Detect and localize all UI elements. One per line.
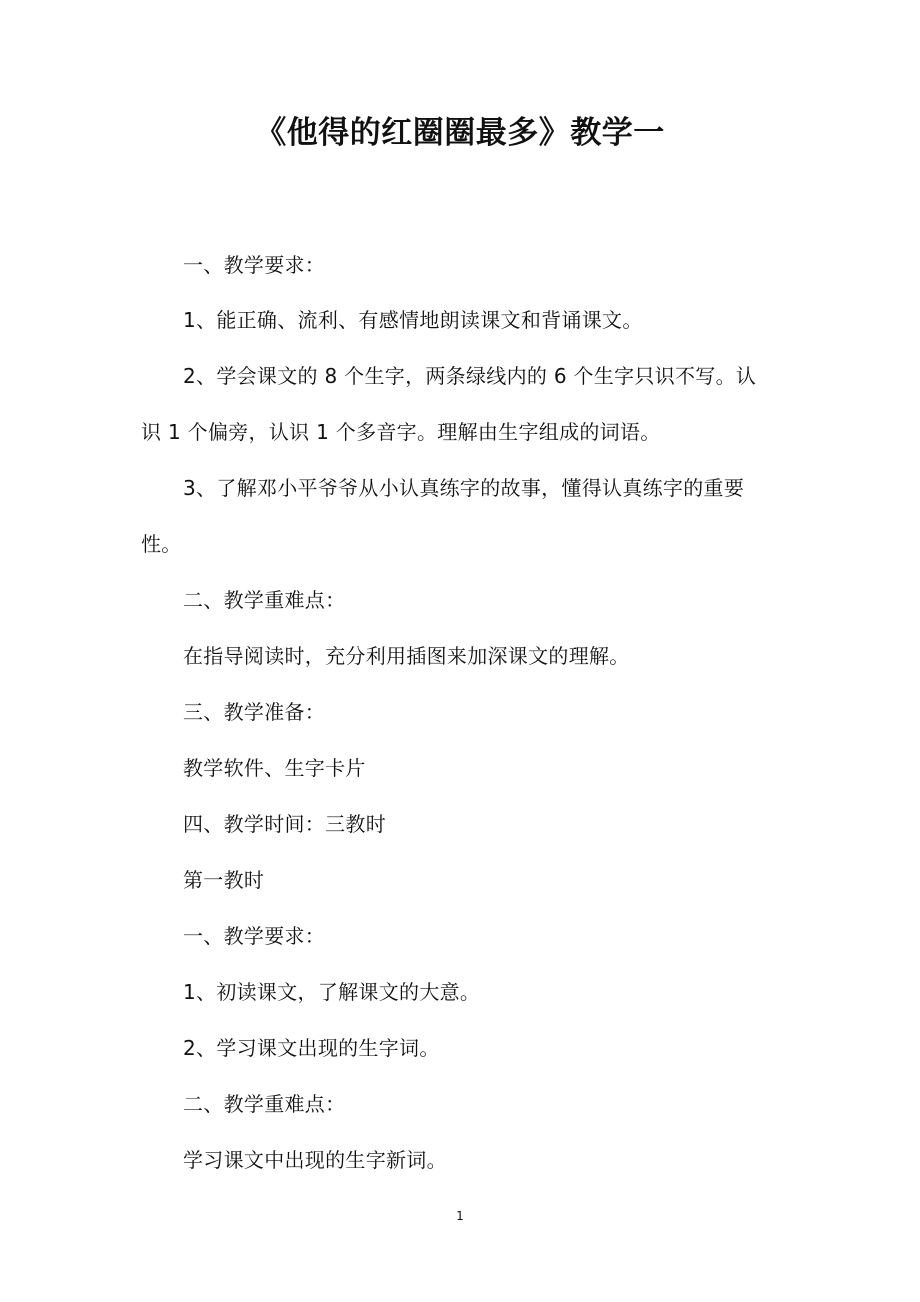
lesson-requirement-item-1: 1、初读课文，了解课文的大意。 bbox=[183, 980, 481, 1004]
page-number: 1 bbox=[456, 1209, 464, 1223]
requirement-item-1: 1、能正确、流利、有感情地朗读课文和背诵课文。 bbox=[183, 308, 643, 332]
lesson-requirement-item-2: 2、学习课文出现的生字词。 bbox=[183, 1036, 440, 1060]
section-heading-preparation: 三、教学准备： bbox=[183, 700, 326, 724]
requirement-item-2-continued: 识 1 个偏旁，认识 1 个多音字。理解由生字组成的词语。 bbox=[141, 420, 661, 444]
lesson-heading-first: 第一教时 bbox=[183, 868, 265, 892]
key-difficulties-text: 在指导阅读时，充分利用插图来加深课文的理解。 bbox=[183, 644, 630, 668]
section-heading-key-difficulties: 二、教学重难点： bbox=[183, 588, 346, 612]
lesson-section-heading-difficulties: 二、教学重难点： bbox=[183, 1092, 346, 1116]
preparation-text: 教学软件、生字卡片 bbox=[183, 756, 366, 780]
requirement-item-3: 3、了解邓小平爷爷从小认真练字的故事，懂得认真练字的重要 bbox=[183, 476, 745, 500]
requirement-item-2: 2、学会课文的 8 个生字，两条绿线内的 6 个生字只识不写。认 bbox=[183, 364, 757, 388]
section-heading-teaching-requirements: 一、教学要求： bbox=[183, 253, 326, 277]
lesson-difficulties-text: 学习课文中出现的生字新词。 bbox=[183, 1148, 447, 1172]
lesson-section-heading-requirements: 一、教学要求： bbox=[183, 924, 326, 948]
section-heading-teaching-time: 四、教学时间：三教时 bbox=[183, 812, 386, 836]
document-title: 《他得的红圈圈最多》教学一 bbox=[255, 115, 665, 151]
requirement-item-3-continued: 性。 bbox=[141, 532, 182, 556]
